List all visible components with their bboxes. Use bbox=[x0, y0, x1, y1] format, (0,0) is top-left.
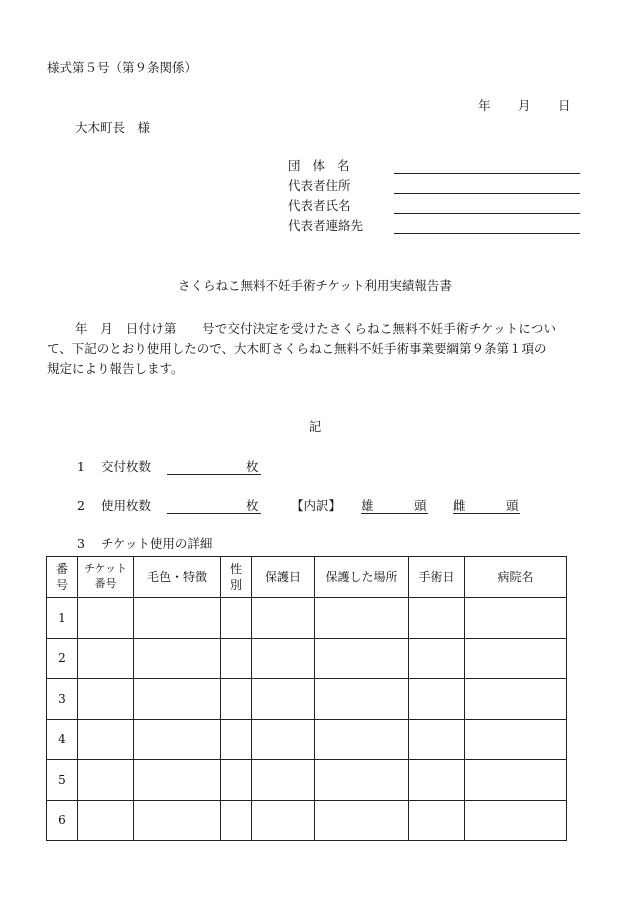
date-month-label: 月 bbox=[518, 98, 531, 113]
cell-ticket-number[interactable] bbox=[78, 800, 134, 841]
header-rescue-place: 保護した場所 bbox=[315, 557, 409, 598]
row-number: 6 bbox=[47, 800, 78, 841]
cell-features[interactable] bbox=[134, 598, 221, 639]
date-day-label: 日 bbox=[558, 98, 571, 113]
female-label: 雌 bbox=[453, 498, 466, 513]
male-unit: 頭 bbox=[414, 498, 427, 513]
table-row bbox=[47, 760, 567, 801]
cell-ticket-number[interactable] bbox=[78, 760, 134, 801]
header-number: 番 号 bbox=[47, 557, 78, 598]
org-name-line[interactable] bbox=[394, 173, 580, 174]
rep-address-line[interactable] bbox=[394, 193, 580, 194]
header-sex: 性 別 bbox=[221, 557, 252, 598]
body-line-2: て、下記のとおり使用したので、大木町さくらねこ無料不妊手術事業要綱第９条第１項の bbox=[47, 341, 547, 356]
breakdown-label: 【内訳】 bbox=[291, 498, 342, 513]
header-ticket-number: チケット 番号 bbox=[78, 557, 134, 598]
table-row bbox=[47, 800, 567, 841]
ticket-detail-table bbox=[46, 556, 567, 841]
row-number: 3 bbox=[47, 679, 78, 720]
cell-rescue-place[interactable] bbox=[315, 679, 409, 720]
cell-ticket-number[interactable] bbox=[78, 719, 134, 760]
row-number: 2 bbox=[47, 638, 78, 679]
body-line-3: 規定により報告します。 bbox=[47, 361, 184, 376]
table-row bbox=[47, 598, 567, 639]
addressee: 大木町長 様 bbox=[75, 120, 151, 135]
cell-ticket-number[interactable] bbox=[78, 598, 134, 639]
cell-rescue-place[interactable] bbox=[315, 719, 409, 760]
cell-features[interactable] bbox=[134, 760, 221, 801]
cell-sex[interactable] bbox=[221, 760, 252, 801]
header-features: 毛色・特徴 bbox=[134, 557, 221, 598]
cell-ticket-number[interactable] bbox=[78, 638, 134, 679]
header-surgery-date: 手術日 bbox=[409, 557, 465, 598]
cell-surgery-date[interactable] bbox=[409, 598, 465, 639]
cell-hospital[interactable] bbox=[465, 760, 567, 801]
cell-hospital[interactable] bbox=[465, 800, 567, 841]
cell-sex[interactable] bbox=[221, 679, 252, 720]
cell-hospital[interactable] bbox=[465, 679, 567, 720]
cell-rescue-place[interactable] bbox=[315, 760, 409, 801]
cell-sex[interactable] bbox=[221, 638, 252, 679]
table-row bbox=[47, 719, 567, 760]
rep-contact-label: 代表者連絡先 bbox=[288, 218, 364, 233]
item1-label: 交付枚数 bbox=[101, 459, 152, 474]
female-unit: 頭 bbox=[506, 498, 519, 513]
date-year-label: 年 bbox=[478, 98, 491, 113]
item1-unit: 枚 bbox=[246, 459, 259, 474]
body-line-1: 年 月 日付け第 号で交付決定を受けたさくらねこ無料不妊手術チケットについ bbox=[75, 321, 557, 336]
cell-ticket-number[interactable] bbox=[78, 679, 134, 720]
cell-rescue-date[interactable] bbox=[252, 800, 315, 841]
row-number: 5 bbox=[47, 760, 78, 801]
cell-rescue-place[interactable] bbox=[315, 800, 409, 841]
female-count-line[interactable] bbox=[453, 513, 520, 514]
document-title: さくらねこ無料不妊手術チケット利用実績報告書 bbox=[178, 278, 452, 293]
item3-number: 3 bbox=[77, 536, 85, 551]
row-number: 1 bbox=[47, 598, 78, 639]
cell-hospital[interactable] bbox=[465, 598, 567, 639]
item2-label: 使用枚数 bbox=[101, 498, 152, 513]
cell-rescue-date[interactable] bbox=[252, 598, 315, 639]
table-row bbox=[47, 679, 567, 720]
cell-sex[interactable] bbox=[221, 598, 252, 639]
cell-surgery-date[interactable] bbox=[409, 679, 465, 720]
male-label: 雄 bbox=[361, 498, 374, 513]
cell-sex[interactable] bbox=[221, 800, 252, 841]
table-header-row bbox=[47, 557, 567, 598]
cell-hospital[interactable] bbox=[465, 719, 567, 760]
cell-rescue-date[interactable] bbox=[252, 679, 315, 720]
cell-features[interactable] bbox=[134, 638, 221, 679]
cell-rescue-date[interactable] bbox=[252, 719, 315, 760]
table-row bbox=[47, 638, 567, 679]
header-rescue-date: 保護日 bbox=[252, 557, 315, 598]
rep-name-line[interactable] bbox=[394, 213, 580, 214]
header-hospital: 病院名 bbox=[465, 557, 567, 598]
item2-unit: 枚 bbox=[246, 498, 259, 513]
cell-features[interactable] bbox=[134, 800, 221, 841]
cell-surgery-date[interactable] bbox=[409, 800, 465, 841]
rep-contact-line[interactable] bbox=[394, 233, 580, 234]
rep-address-label: 代表者住所 bbox=[288, 178, 351, 193]
cell-surgery-date[interactable] bbox=[409, 760, 465, 801]
item3-label: チケット使用の詳細 bbox=[101, 536, 213, 551]
cell-sex[interactable] bbox=[221, 719, 252, 760]
item1-number: 1 bbox=[77, 459, 85, 474]
form-number: 様式第５号（第９条関係） bbox=[47, 60, 198, 75]
male-count-line[interactable] bbox=[361, 513, 428, 514]
cell-hospital[interactable] bbox=[465, 638, 567, 679]
cell-surgery-date[interactable] bbox=[409, 638, 465, 679]
cell-features[interactable] bbox=[134, 679, 221, 720]
cell-rescue-place[interactable] bbox=[315, 598, 409, 639]
cell-rescue-place[interactable] bbox=[315, 638, 409, 679]
item1-count-line[interactable] bbox=[167, 474, 261, 475]
row-number: 4 bbox=[47, 719, 78, 760]
cell-surgery-date[interactable] bbox=[409, 719, 465, 760]
item2-number: 2 bbox=[77, 498, 85, 513]
org-name-label: 団 体 名 bbox=[288, 158, 354, 173]
ki-heading: 記 bbox=[308, 419, 322, 434]
cell-features[interactable] bbox=[134, 719, 221, 760]
cell-rescue-date[interactable] bbox=[252, 638, 315, 679]
item2-count-line[interactable] bbox=[167, 513, 261, 514]
rep-name-label: 代表者氏名 bbox=[288, 198, 351, 213]
cell-rescue-date[interactable] bbox=[252, 760, 315, 801]
